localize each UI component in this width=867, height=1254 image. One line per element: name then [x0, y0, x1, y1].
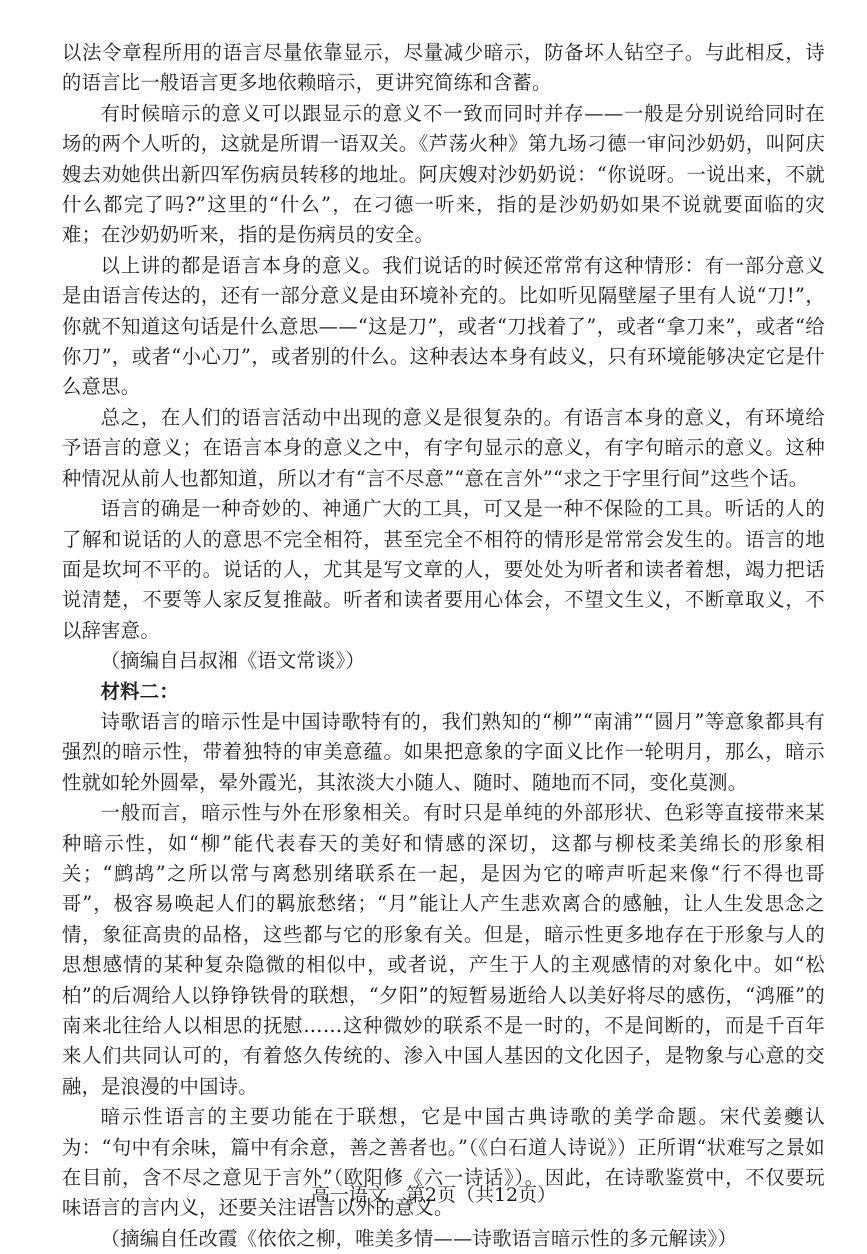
- paragraph: 诗歌语言的暗示性是中国诗歌特有的，我们熟知的“柳”“南浦”“圆月”等意象都具有强烈的暗示性，带着独特的审美意蕴。如果把意象的字面义比作一轮明月，那么，暗示性就如轮外圆晕，晕外霞光，其浓淡大小随人、随时、随地而不同，变化莫测。: [62, 709, 825, 794]
- paragraph: 以上讲的都是语言本身的意义。我们说话的时候还常常有这种情形：有一部分意义是由语言传达的，还有一部分意义是由环境补充的。比如听见隔壁屋子里有人说“刀!”，你就不知道这句话是什么意思——“这是刀”，或者“刀找着了”，或者“拿刀来”，或者“给你刀”，或者“小心刀”，或者别的什么。这种表达本身有歧义，只有环境能够决定它是什么意思。: [62, 253, 825, 399]
- paragraph: 有时候暗示的意义可以跟显示的意义不一致而同时并存——一般是分别说给同时在场的两个人听的，这就是所谓一语双关。《芦荡火种》第九场刁德一审问沙奶奶，叫阿庆嫂去劝她供出新四军伤病员转移的地址。阿庆嫂对沙奶奶说：“你说呀。一说出来，不就什么都完了吗?”这里的“什么”，在刁德一听来，指的是沙奶奶如果不说就要面临的灾难；在沙奶奶听来，指的是伤病员的安全。: [62, 101, 825, 247]
- paragraph: 一般而言，暗示性与外在形象相关。有时只是单纯的外部形状、色彩等直接带来某种暗示性，如“柳”能代表春天的美好和情感的深切，这都与柳枝柔美绵长的形象相关；“鹧鸪”之所以常与离愁别绪联系在一起，是因为它的啼声听起来像“行不得也哥哥”，极容易唤起人们的羁旅愁绪；“月”能让人产生悲欢离合的感触，让人生发思念之情，象征高贵的品格，这些都与它的形象有关。但是，暗示性更多地存在于形象与人的思想感情的某种复杂隐微的相似中，或者说，产生于人的主观感情的对象化中。如“松柏”的后凋给人以铮铮铁骨的联想，“夕阳”的短暂易逝给人以美好将尽的感伤，“鸿雁”的南来北往给人以相思的抚慰……这种微妙的联系不是一时的，不是间断的，而是千百年来人们共同认可的，有着悠久传统的、渗入中国人基因的文化因子，是物象与心意的交融，是浪漫的中国诗。: [62, 801, 825, 1098]
- article-body: [62, 38, 825, 1254]
- paragraph: 暗示性语言的主要功能在于联想，它是中国古典诗歌的美学命题。宋代姜夔认为：“句中有余味，篇中有余意，善之善者也。”（《白石道人诗说》）正所谓“状难写之景如在目前，含不尽之意见于言外”（欧阳修《六一诗话》）。因此，在诗歌鉴赏中，不仅要玩味语言的言内义，还要关注语言以外的意义。: [62, 1105, 825, 1220]
- page-footer: 高一语文 第2页（共12页）: [310, 1184, 557, 1206]
- section-heading: 材料二：: [100, 679, 179, 703]
- paragraph: 总之，在人们的语言活动中出现的意义是很复杂的。有语言本身的意义，有环境给予语言的意义；在语言本身的意义之中，有字句显示的意义，有字句暗示的意义。这种种情况从前人也都知道，所以才有“言不尽意”“意在言外”“求之于字里行间”这些个话。: [62, 405, 825, 490]
- paragraph: 以法令章程所用的语言尽量依靠显示，尽量减少暗示，防备坏人钻空子。与此相反，诗的语言比一般语言更多地依赖暗示，更讲究简练和含蓄。: [62, 41, 825, 95]
- paragraph: 语言的确是一种奇妙的、神通广大的工具，可又是一种不保险的工具。听话的人的了解和说话的人的意思不完全相符，甚至完全不相符的情形是常常会发生的。语言的地面是坎坷不平的。说话的人，尤其是写文章的人，要处处为听者和读者着想，竭力把话说清楚，不要等人家反复推敲。听者和读者要用心体会，不望文生义，不断章取义，不以辞害意。: [62, 497, 825, 642]
- source-citation: （摘编自任改霞《依依之柳，唯美多情——诗歌语言暗示性的多元解读》）: [100, 1226, 738, 1250]
- source-citation: （摘编自吕叔湘《语文常谈》）: [100, 649, 366, 673]
